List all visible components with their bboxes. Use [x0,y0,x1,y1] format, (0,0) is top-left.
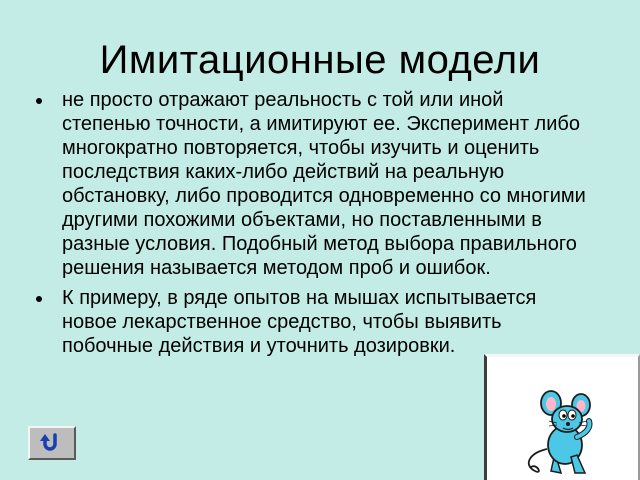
bullet-marker [36,98,42,104]
bullet-item [32,88,592,280]
bullet-marker [36,296,42,302]
slide-title: Имитационные модели [99,38,541,82]
picture-frame [484,354,640,480]
back-button[interactable] [28,426,76,460]
mouse-illustration [517,387,609,479]
bullet-text: К примеру, в ряде опытов на мышах испытывается новое лекарственное средство, чтобы выявить побочные действия и уточнить дозировки. [62,287,537,357]
return-arrow-icon [39,432,65,454]
bullet-text: не просто отражают реальность с той или иной степенью точности, а имитируют ее. Эксперимент либо многократно повторяется, чтобы изучить и оценить последствия каких-либо действий на реальную обстановку, либо проводится одновременно со многими другими похожими объектами, но поставленными в разные условия. Подобный метод выбора правильного решения называется методом проб и ошибок. [62,89,586,279]
bullet-list [32,88,592,364]
bullet-item [32,286,592,358]
